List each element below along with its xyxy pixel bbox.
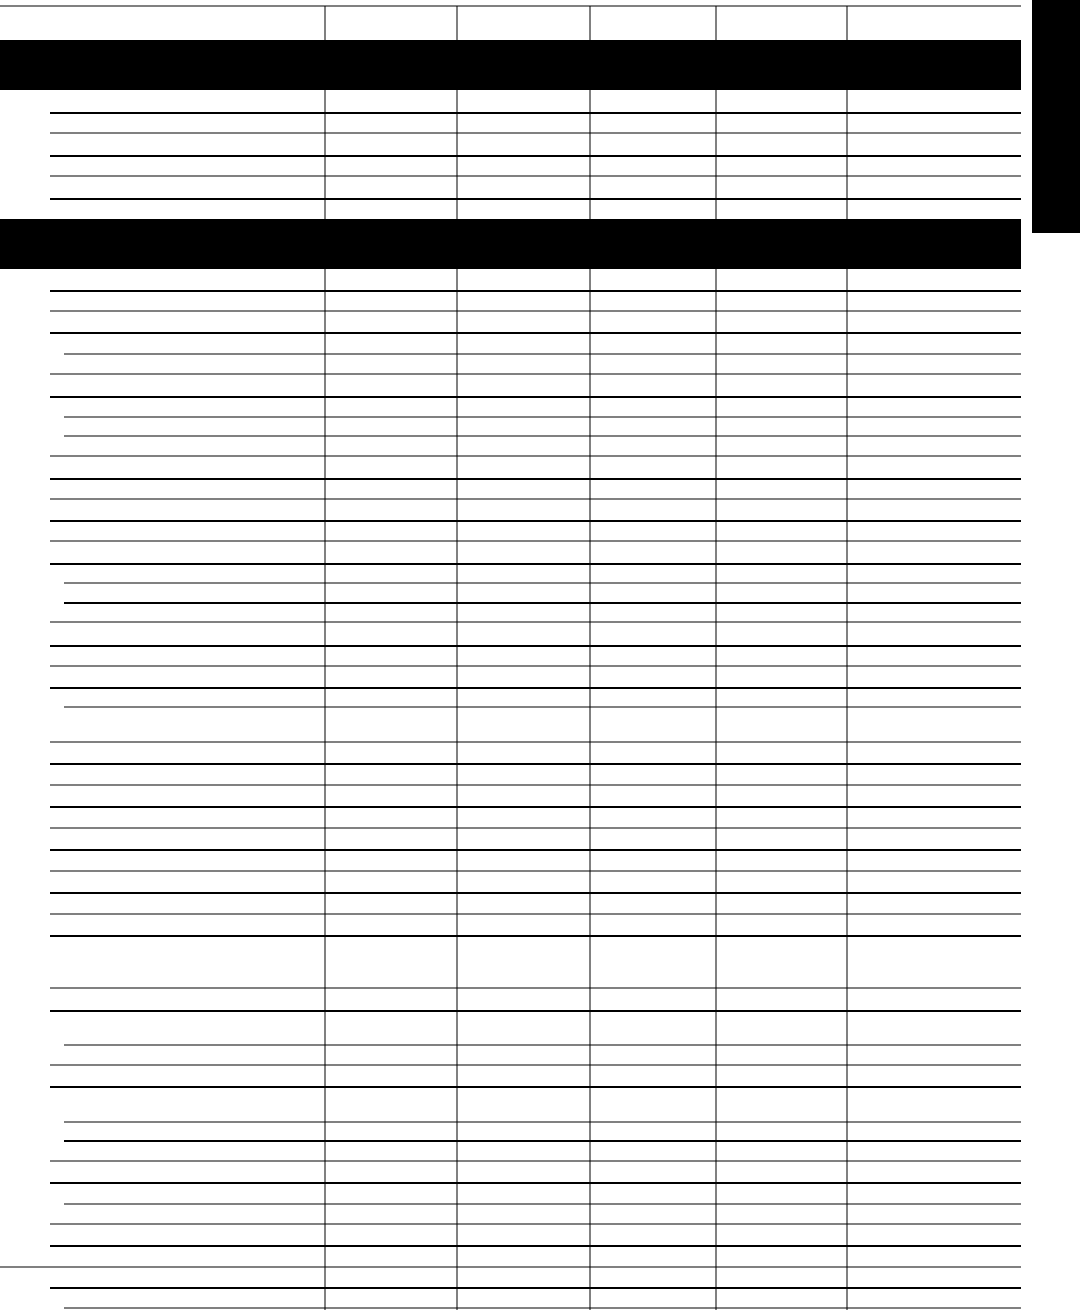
side-tab xyxy=(1032,0,1080,233)
row-rules xyxy=(0,6,1021,1308)
column-dividers xyxy=(325,6,847,1310)
header-band xyxy=(0,219,1021,269)
section-header-bands xyxy=(0,40,1021,269)
section-tab xyxy=(1032,0,1080,233)
header-band xyxy=(0,40,1021,90)
